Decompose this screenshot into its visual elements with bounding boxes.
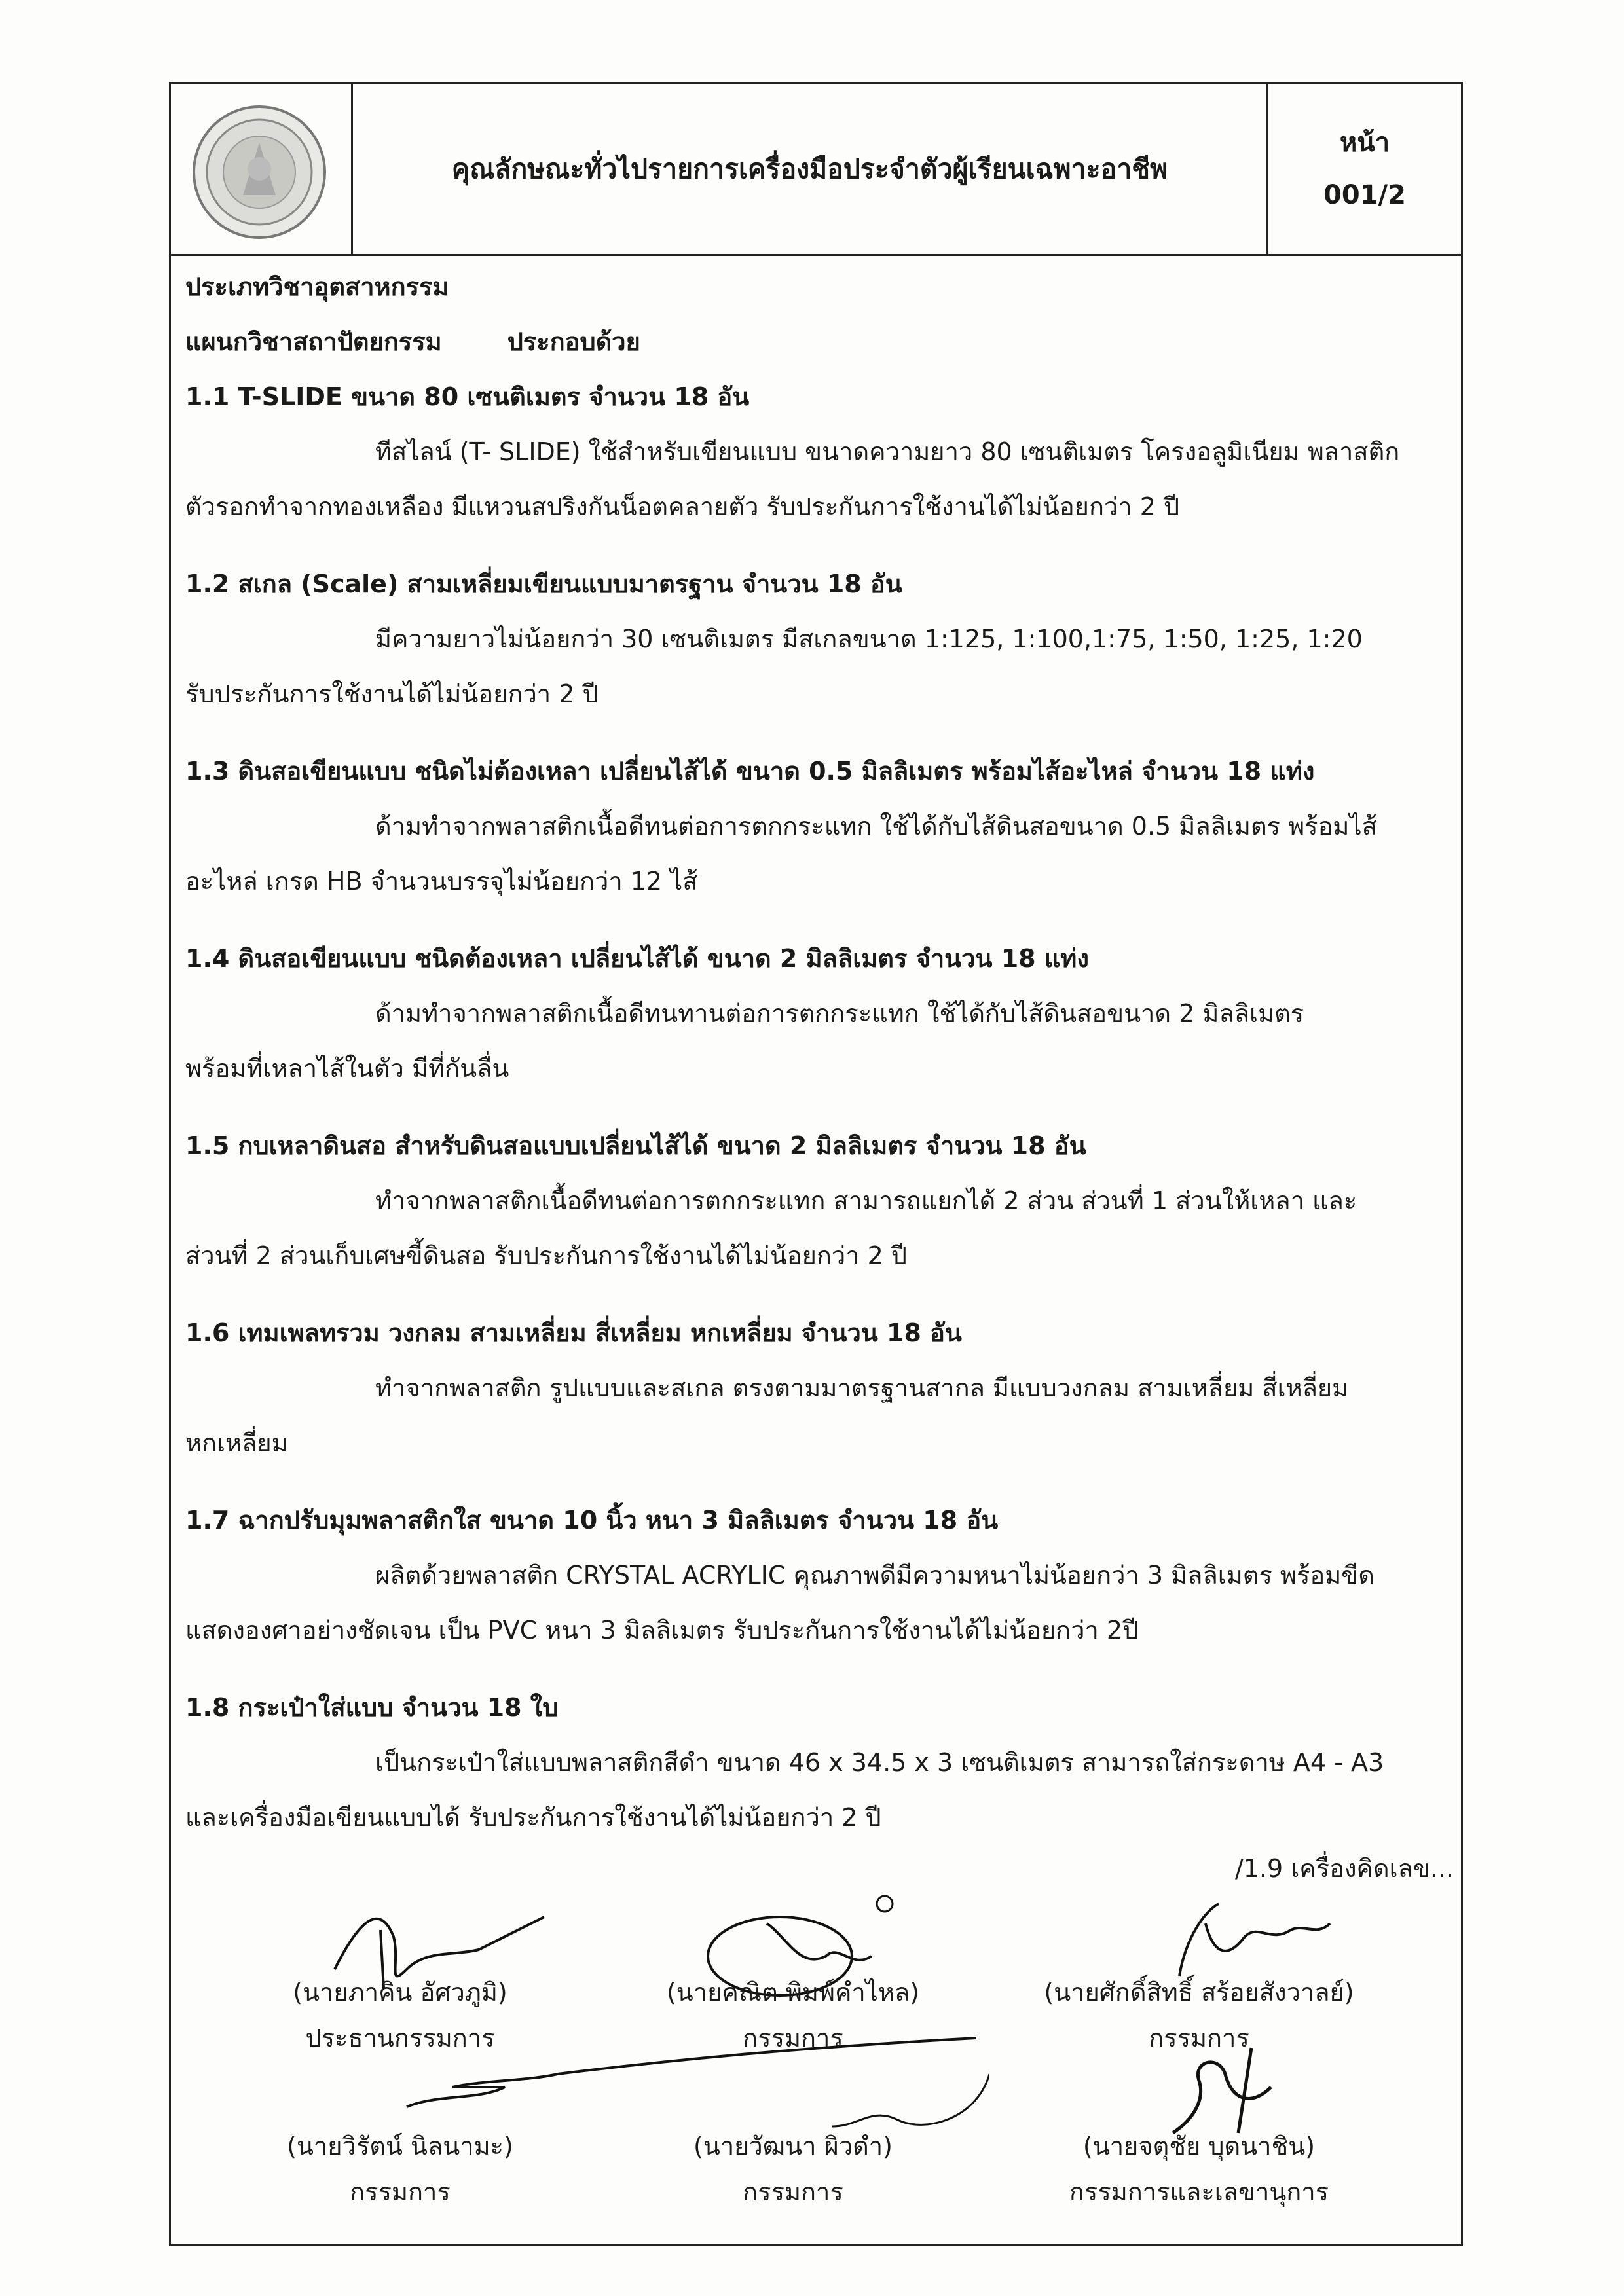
item-1-2 bbox=[185, 556, 1449, 721]
document-title: คุณลักษณะทั่วไปรายการเครื่องมือประจำตัวผู้เรียนเฉพาะอาชีพ bbox=[353, 84, 1268, 254]
item-title: 1.2 สเกล (Scale) สามเหลี่ยมเขียนแบบมาตรฐาน จำนวน 18 อัน bbox=[185, 570, 902, 598]
item-desc-line: รับประกันการใช้งานได้ไม่น้อยกว่า 2 ปี bbox=[185, 680, 599, 708]
item-desc-line: ทีสไลน์ (T- SLIDE) ใช้สำหรับเขียนแบบ ขนาดความยาว 80 เซนติเมตร โครงอลูมิเนียม พลาสติก bbox=[375, 437, 1400, 466]
item-title: 1.1 T-SLIDE ขนาด 80 เซนติเมตร จำนวน 18 อัน bbox=[185, 382, 750, 411]
item-1-3 bbox=[185, 744, 1449, 909]
item-desc-line: ด้ามทำจากพลาสติกเนื้อดีทนต่อการตกกระแทก ใช้ได้กับไส้ดินสอขนาด 0.5 มิลลิเมตร พร้อมไส้ bbox=[375, 812, 1377, 841]
item-1-8 bbox=[185, 1680, 1449, 1845]
signatory-role: กรรมการ bbox=[1149, 2024, 1249, 2052]
department-heading bbox=[185, 314, 1449, 369]
signatory-2 bbox=[636, 1969, 950, 2061]
signatory-name: (นายวัฒนา ผิวดำ) bbox=[693, 2132, 893, 2160]
item-desc-line: ทำจากพลาสติกเนื้อดีทนต่อการตกกระแทก สามารถแยกได้ 2 ส่วน ส่วนที่ 1 ส่วนให้เหลา และ bbox=[375, 1186, 1357, 1215]
item-desc-line: และเครื่องมือเขียนแบบได้ รับประกันการใช้งานได้ไม่น้อยกว่า 2 ปี bbox=[185, 1803, 881, 1832]
item-1-5 bbox=[185, 1118, 1449, 1283]
item-desc-line: ด้ามทำจากพลาสติกเนื้อดีทนทานต่อการตกกระแทก ใช้ได้กับไส้ดินสอขนาด 2 มิลลิเมตร bbox=[375, 999, 1304, 1028]
seal-logo bbox=[191, 103, 328, 241]
signatory-name: (นายศักดิ์สิทธิ์ สร้อยสังวาลย์) bbox=[1044, 1978, 1354, 2007]
signatory-6 bbox=[1022, 2123, 1376, 2215]
page-cell bbox=[1268, 84, 1461, 254]
page-label: หน้า bbox=[1339, 128, 1390, 158]
page-number: 001/2 bbox=[1323, 180, 1406, 210]
item-desc-line: ผลิตด้วยพลาสติก CRYSTAL ACRYLIC คุณภาพดีมีความหนาไม่น้อยกว่า 3 มิลลิเมตร พร้อมขีด bbox=[375, 1561, 1375, 1590]
signatory-name: (นายจตุชัย บุดนาชิน) bbox=[1082, 2132, 1316, 2160]
logo-cell bbox=[171, 84, 353, 254]
item-desc-line: ทำจากพลาสติก รูปแบบและสเกล ตรงตามมาตรฐานสากล มีแบบวงกลม สามเหลี่ยม สี่เหลี่ยม bbox=[375, 1374, 1349, 1402]
consists-of-label: ประกอบด้วย bbox=[507, 327, 640, 356]
item-title: 1.8 กระเป๋าใส่แบบ จำนวน 18 ใบ bbox=[185, 1693, 559, 1722]
item-desc-line: ตัวรอกทำจากทองเหลือง มีแหวนสปริงกันน็อตคลายตัว รับประกันการใช้งานได้ไม่น้อยกว่า 2 ปี bbox=[185, 492, 1180, 521]
item-desc-line: ส่วนที่ 2 ส่วนเก็บเศษขี้ดินสอ รับประกันการใช้งานได้ไม่น้อยกว่า 2 ปี bbox=[185, 1241, 907, 1270]
signatory-role: กรรมการ bbox=[350, 2178, 451, 2206]
item-title: 1.6 เทมเพลทรวม วงกลม สามเหลี่ยม สี่เหลี่ยม หกเหลี่ยม จำนวน 18 อัน bbox=[185, 1319, 962, 1347]
item-1-6 bbox=[185, 1305, 1449, 1470]
header-table bbox=[171, 84, 1461, 256]
category-heading: ประเภทวิชาอุตสาหกรรม bbox=[185, 272, 449, 301]
item-1-4 bbox=[185, 931, 1449, 1096]
document-body bbox=[185, 259, 1449, 1845]
signatory-role: กรรมการ bbox=[743, 2024, 843, 2052]
signatory-role: กรรมการและเลขานุการ bbox=[1069, 2178, 1329, 2206]
item-1-1 bbox=[185, 369, 1449, 534]
signatory-name: (นายคณิต พิมพ์คำไหล) bbox=[666, 1978, 919, 2007]
signatory-1 bbox=[263, 1969, 538, 2061]
item-title: 1.7 ฉากปรับมุมพลาสติกใส ขนาด 10 นิ้ว หนา 3 มิลลิเมตร จำนวน 18 อัน bbox=[185, 1506, 999, 1535]
signatory-3 bbox=[1003, 1969, 1395, 2061]
signatory-name: (นายวิรัตน์ นิลนามะ) bbox=[287, 2132, 513, 2160]
item-desc-line: พร้อมที่เหลาไส้ในตัว มีที่กันลื่น bbox=[185, 1054, 509, 1083]
continuation-note: /1.9 เครื่องคิดเลข... bbox=[1235, 1854, 1454, 1883]
item-desc-line: เป็นกระเป๋าใส่แบบพลาสติกสีดำ ขนาด 46 x 34.5 x 3 เซนติเมตร สามารถใส่กระดาษ A4 - A3 bbox=[375, 1748, 1384, 1777]
document-frame bbox=[169, 82, 1463, 2246]
item-title: 1.4 ดินสอเขียนแบบ ชนิดต้องเหลา เปลี่ยนไส้ได้ ขนาด 2 มิลลิเมตร จำนวน 18 แท่ง bbox=[185, 944, 1089, 973]
item-desc-line: หกเหลี่ยม bbox=[185, 1429, 288, 1457]
item-1-7 bbox=[185, 1493, 1449, 1658]
item-desc-line: มีความยาวไม่น้อยกว่า 30 เซนติเมตร มีสเกลขนาด 1:125, 1:100,1:75, 1:50, 1:25, 1:20 bbox=[375, 625, 1363, 653]
signatory-name: (นายภาคิน อัศวภูมิ) bbox=[293, 1978, 507, 2007]
item-desc-line: แสดงองศาอย่างชัดเจน เป็น PVC หนา 3 มิลลิเมตร รับประกันการใช้งานได้ไม่น้อยกว่า 2ปี bbox=[185, 1616, 1139, 1645]
item-title: 1.3 ดินสอเขียนแบบ ชนิดไม่ต้องเหลา เปลี่ยนไส้ได้ ขนาด 0.5 มิลลิเมตร พร้อมไส้อะไหล่ จำนวน 18 แท่ง bbox=[185, 757, 1315, 786]
signatory-role: กรรมการ bbox=[743, 2178, 843, 2206]
signatory-4 bbox=[263, 2123, 538, 2215]
item-title: 1.5 กบเหลาดินสอ สำหรับดินสอแบบเปลี่ยนไส้ได้ ขนาด 2 มิลลิเมตร จำนวน 18 อัน bbox=[185, 1131, 1086, 1160]
signatory-5 bbox=[649, 2123, 937, 2215]
item-desc-line: อะไหล่ เกรด HB จำนวนบรรจุไม่น้อยกว่า 12 ไส้ bbox=[185, 867, 698, 896]
signatory-role: ประธานกรรมการ bbox=[305, 2024, 495, 2052]
department-label: แผนกวิชาสถาปัตยกรรม bbox=[185, 327, 442, 356]
